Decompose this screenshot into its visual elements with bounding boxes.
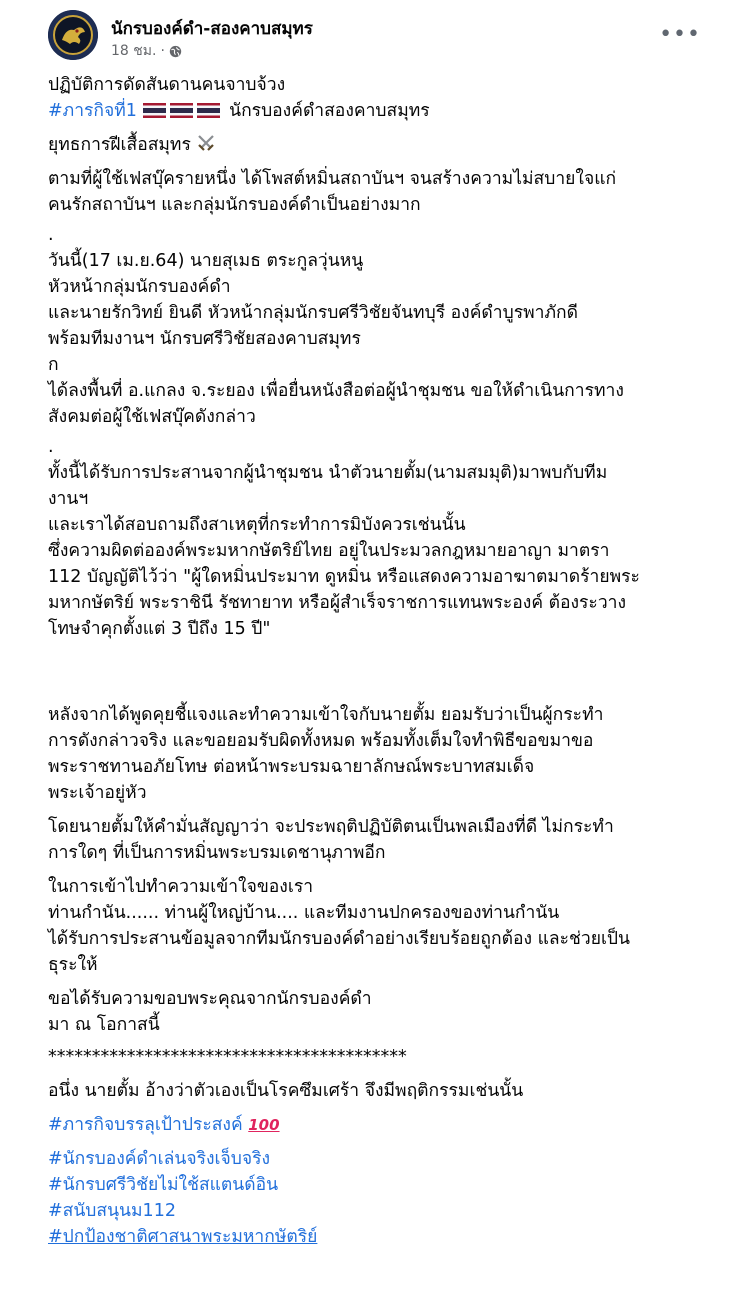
text-line: . xyxy=(48,225,54,245)
text-segment: นักรบองค์ดำสองคาบสมุทร xyxy=(229,101,430,121)
page-name[interactable]: นักรบองค์ดำ-สองคาบสมุทร xyxy=(111,19,313,39)
hashtag-link[interactable]: #ภารกิจที่1 xyxy=(48,101,137,121)
text-line: อนึ่ง นายตั้ม อ้างว่าตัวเองเป็นโรคซึมเศร้า จึงมีพฤติกรรมเช่นนั้น xyxy=(48,1081,524,1101)
text-line: และเราได้สอบถามถึงสาเหตุที่กระทำการมิบังควรเช่นนั้น xyxy=(48,515,466,535)
crossed-swords-icon xyxy=(196,133,216,153)
text-line: ตามที่ผู้ใช้เฟสบุ๊ครายหนึ่ง ได้โพสต์หมิ่นสถาบันฯ จนสร้างความไม่สบายใจแก่ xyxy=(48,169,617,189)
text-line: พร้อมทีมงานฯ นักรบศรีวิชัยสองคาบสมุทร xyxy=(48,329,361,349)
text-line: 112 บัญญัติไว้ว่า "ผู้ใดหมิ่นประมาท ดูหมิ่น หรือแสดงความอาฆาตมาดร้ายพระ xyxy=(48,567,640,587)
text-line: หลังจากได้พูดคุยชี้แจงและทำความเข้าใจกับนายตั้ม ยอมรับว่าเป็นผู้กระทำ xyxy=(48,705,604,725)
text-line: มหากษัตริย์ พระราชินี รัชทายาท หรือผู้สำเร็จราชการแทนพระองค์ ต้องระวาง xyxy=(48,593,627,613)
text-line: การใดๆ ที่เป็นการหมิ่นพระบรมเดชานุภาพอีก xyxy=(48,843,386,863)
text-line: วันนี้(17 เม.ย.64) นายสุเมธ ตระกูลวุ่นหนู xyxy=(48,251,364,271)
avatar-logo-icon xyxy=(48,10,98,60)
text-line: การดังกล่าวจริง และขอยอมรับผิดทั้งหมด พร้อมทั้งเต็มใจทำพิธีขอขมาขอ xyxy=(48,731,594,751)
text-line: ปฏิบัติการดัดสันดานคนจาบจ้วง xyxy=(48,75,286,95)
globe-icon xyxy=(169,45,182,58)
thai-flag-icon xyxy=(170,103,193,118)
thai-flag-icon xyxy=(197,103,220,118)
text-line: หัวหน้ากลุ่มนักรบองค์ดำ xyxy=(48,277,231,297)
text-line: ในการเข้าไปทำความเข้าใจของเรา xyxy=(48,877,314,897)
text-line: พระราชทานอภัยโทษ ต่อหน้าพระบรมฉายาลักษณ์พระบาทสมเด็จ xyxy=(48,757,535,777)
text-line: งานฯ xyxy=(48,489,89,509)
text-line: และนายรักวิทย์ ยินดี หัวหน้ากลุ่มนักรบศรีวิชัยจันทบุรี องค์ดำบูรพาภักดี xyxy=(48,303,578,323)
text-line: คนรักสถาบันฯ และกลุ่มนักรบองค์ดำเป็นอย่างมาก xyxy=(48,195,421,215)
page-avatar[interactable] xyxy=(48,10,98,60)
text-line xyxy=(48,98,708,124)
text-line: ก xyxy=(48,355,59,375)
text-line xyxy=(48,132,708,158)
text-line: พระเจ้าอยู่หัว xyxy=(48,783,147,803)
post-header xyxy=(48,10,751,66)
text-line: สังคมต่อผู้ใช้เฟสบุ๊คดังกล่าว xyxy=(48,407,256,427)
text-line: โทษจำคุกตั้งแต่ 3 ปีถึง 15 ปี" xyxy=(48,619,271,639)
text-line: ธุระให้ xyxy=(48,955,98,975)
text-line: โดยนายตั้มให้คำมั่นสัญญาว่า จะประพฤติปฏิบัติตนเป็นพลเมืองที่ดี ไม่กระทำ xyxy=(48,817,614,837)
text-segment: ยุทธการฝีเสื้อสมุทร xyxy=(48,135,191,155)
text-line: ทั้งนี้ได้รับการประสานจากผู้นำชุมชน นำตัวนายตั้ม(นามสมมุติ)มาพบกับทีม xyxy=(48,463,608,483)
more-options-button[interactable]: ••• xyxy=(659,22,701,47)
text-line: . xyxy=(48,437,54,457)
hundred-points-icon: 100 xyxy=(248,1116,280,1134)
separator-line: ***************************************** xyxy=(48,1047,407,1067)
text-line: ขอได้รับความขอบพระคุณจากนักรบองค์ดำ xyxy=(48,989,372,1009)
post-body xyxy=(48,72,708,1250)
hashtag-link[interactable]: #ปกป้องชาติศาสนาพระมหากษัตริย์ xyxy=(48,1227,318,1247)
hashtag-link[interactable]: #สนับสนุนม112 xyxy=(48,1201,176,1221)
text-line xyxy=(48,1112,708,1138)
post-time[interactable]: 18 ชม. xyxy=(111,43,157,59)
post-meta xyxy=(111,40,182,62)
hashtag-link[interactable]: #นักรบศรีวิชัยไม่ใช้สแตนด์อิน xyxy=(48,1175,279,1195)
text-line: ท่านกำนัน...... ท่านผู้ใหญ่บ้าน.... และทีมงานปกครองของท่านกำนัน xyxy=(48,903,560,923)
text-line: ได้ลงพื้นที่ อ.แกลง จ.ระยอง เพื่อยื่นหนังสือต่อผู้นำชุมชน ขอให้ดำเนินการทาง xyxy=(48,381,624,401)
text-line: ได้รับการประสานข้อมูลจากทีมนักรบองค์ดำอย่างเรียบร้อยถูกต้อง และช่วยเป็น xyxy=(48,929,631,949)
hashtag-link[interactable]: #นักรบองค์ดำเล่นจริงเจ็บจริง xyxy=(48,1149,271,1169)
meta-separator: · xyxy=(160,43,165,59)
text-line: มา ณ โอกาสนี้ xyxy=(48,1015,160,1035)
text-line: ซึ่งความผิดต่อองค์พระมหากษัตริย์ไทย อยู่ในประมวลกฎหมายอาญา มาตรา xyxy=(48,541,610,561)
thai-flag-icon xyxy=(143,103,166,118)
hashtag-link[interactable]: #ภารกิจบรรลุเป้าประสงค์ xyxy=(48,1115,243,1135)
